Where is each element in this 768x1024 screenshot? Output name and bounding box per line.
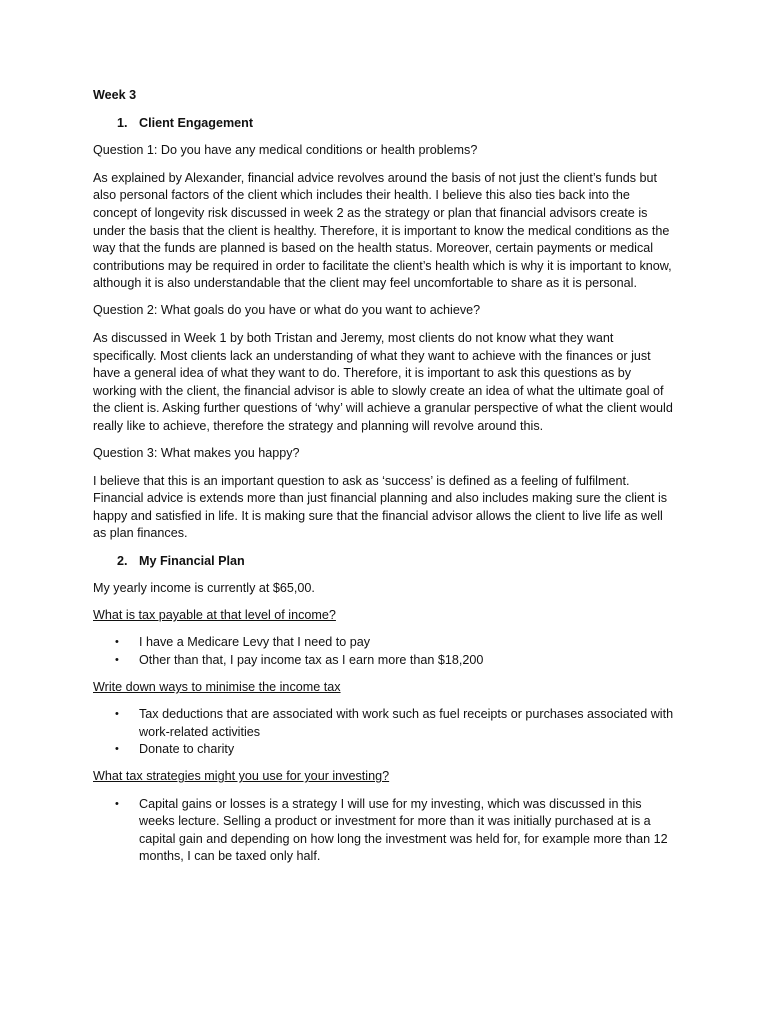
section-heading-financial-plan — [93, 553, 675, 571]
list-item: • Capital gains or losses is a strategy I will use for my investing, which was discussed in this weeks lecture. Selling a product or investment for more than it was initially purchased at is a capital gain and depending on how long the investment was held for, for example more than 12 months, I can be taxed only half. — [115, 796, 668, 864]
subheading-minimise-tax: Write down ways to minimise the income tax — [93, 680, 341, 695]
answer-2: As discussed in Week 1 by both Tristan and Jeremy, most clients do not know what they want specifically. Most clients lack an understanding of what they want to achieve with the finances or just have a general idea of what they want to do. Therefore, it is important to ask this questions as by working with the client, the financial advisor is able to slowly create an idea of what the ultimate goal of the client is. Asking further questions of ‘why’ will achieve a granular perspective of what the client would really like to achieve, therefore the strategy and planning will revolve around this. — [93, 331, 673, 433]
section-title: My Financial Plan — [139, 553, 245, 568]
list-item: • Tax deductions that are associated with work such as fuel receipts or purchases associated with work-related activities — [115, 707, 674, 739]
question-2: Question 2: What goals do you have or what do you want to achieve? — [93, 303, 481, 318]
bullet-icon: • — [115, 743, 119, 756]
subheading-tax-payable: What is tax payable at that level of income? — [93, 608, 336, 623]
bullet-icon: • — [115, 708, 119, 721]
bullet-icon: • — [115, 636, 119, 649]
answer-1: As explained by Alexander, financial advice revolves around the basis of not just the client’s funds but also personal factors of the client which includes their health. I believe this also ties back into the concept of longevity risk discussed in week 2 as the strategy or plan that financial advisors create is under the basis that the client is healthy. Therefore, it is important to know the medical conditions as the way that the funds are planned is based on the health status. Moreover, certain payments or medical contributions may be required in order to facilitate the client’s health which is why it is important to know, although it is also understandable that the client may feel uncomfortable to share as it is personal. — [93, 170, 672, 291]
document-page — [93, 87, 675, 875]
list-item: • Other than that, I pay income tax as I earn more than $18,200 — [93, 652, 675, 670]
list-tax-payable — [93, 634, 675, 669]
section-heading-client-engagement — [93, 115, 675, 133]
income-statement: My yearly income is currently at $65,00. — [93, 581, 315, 596]
week-heading: Week 3 — [93, 88, 137, 102]
subheading-tax-strategies: What tax strategies might you use for your investing? — [93, 769, 390, 784]
list-item: • I have a Medicare Levy that I need to pay — [93, 634, 675, 652]
question-3: Question 3: What makes you happy? — [93, 446, 300, 461]
bullet-icon: • — [115, 653, 119, 666]
bullet-icon: • — [115, 797, 119, 810]
list-tax-strategies — [93, 796, 675, 866]
question-1: Question 1: Do you have any medical conditions or health problems? — [93, 143, 478, 158]
list-item: • Donate to charity — [93, 741, 675, 759]
section-number: 2. — [117, 553, 128, 568]
section-title: Client Engagement — [139, 115, 254, 130]
answer-3: I believe that this is an important question to ask as ‘success’ is defined as a feeling of fulfilment. Financial advice is extends more than just financial planning and also includes making sure the client is happy and satisfied in life. It is making sure that the financial advisor allows the client to live life as well as plan finances. — [93, 473, 668, 541]
section-number: 1. — [117, 115, 128, 130]
list-minimise-tax — [93, 706, 675, 759]
